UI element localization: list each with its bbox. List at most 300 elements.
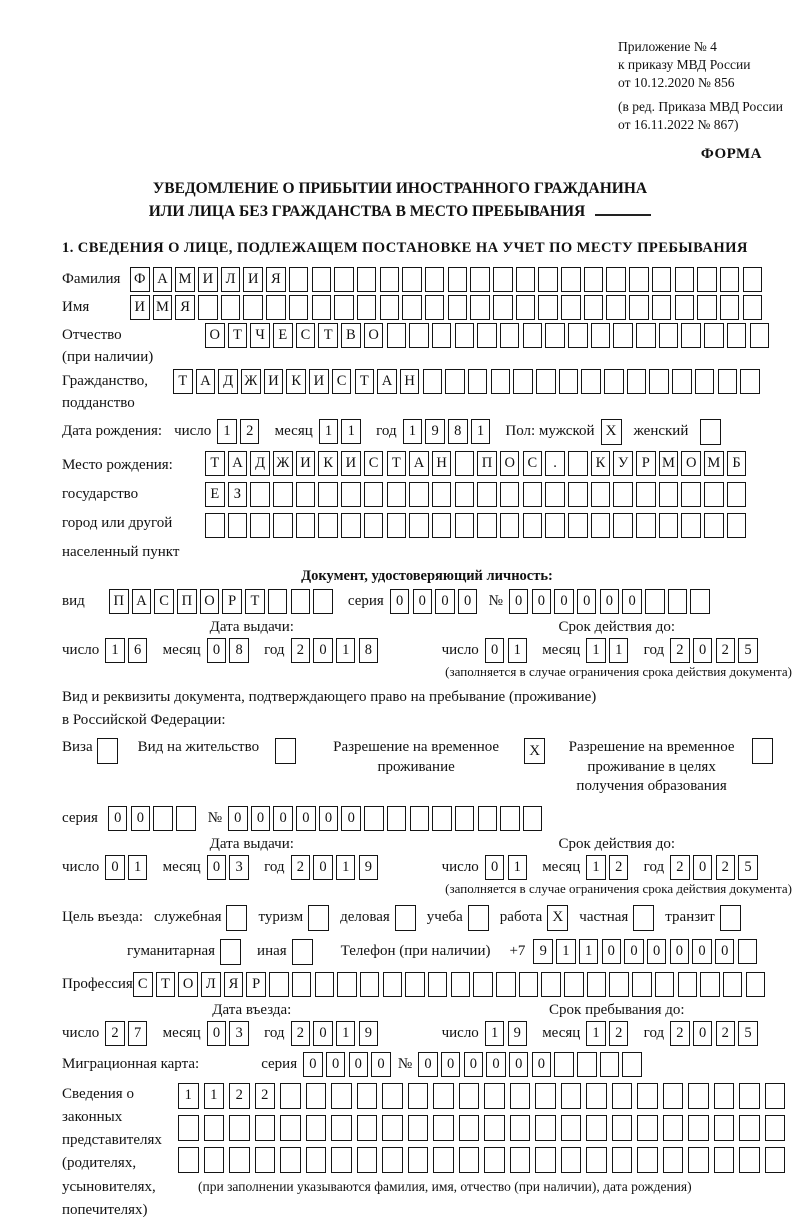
char-box[interactable]: М: [175, 267, 195, 292]
char-box[interactable]: [568, 451, 588, 476]
char-box[interactable]: [176, 806, 196, 831]
char-box[interactable]: 2: [670, 855, 690, 880]
char-box[interactable]: 0: [296, 806, 316, 831]
char-box[interactable]: 0: [313, 1021, 333, 1046]
char-box[interactable]: [382, 1115, 403, 1141]
char-box[interactable]: [500, 482, 520, 507]
char-box[interactable]: [178, 1115, 199, 1141]
char-box[interactable]: [382, 1083, 403, 1109]
char-box[interactable]: [561, 267, 581, 292]
char-box[interactable]: 0: [577, 589, 597, 614]
char-box[interactable]: 2: [609, 1021, 629, 1046]
char-box[interactable]: [445, 369, 465, 394]
char-box[interactable]: [280, 1147, 301, 1173]
char-box[interactable]: [720, 267, 740, 292]
char-box[interactable]: [455, 482, 475, 507]
char-box[interactable]: [357, 267, 377, 292]
char-box[interactable]: Л: [201, 972, 221, 997]
purpose-study-checkbox[interactable]: [468, 905, 489, 931]
char-box[interactable]: 1: [586, 638, 606, 663]
char-box[interactable]: [577, 1052, 597, 1077]
char-box[interactable]: [559, 369, 579, 394]
char-box[interactable]: 2: [716, 1021, 736, 1046]
char-box[interactable]: [663, 1083, 684, 1109]
char-box[interactable]: [306, 1115, 327, 1141]
char-box[interactable]: [410, 806, 430, 831]
char-box[interactable]: 0: [532, 1052, 552, 1077]
char-box[interactable]: [432, 323, 452, 348]
char-box[interactable]: 3: [229, 1021, 249, 1046]
char-box[interactable]: [364, 806, 384, 831]
char-box[interactable]: [229, 1147, 250, 1173]
char-box[interactable]: [586, 1147, 607, 1173]
char-box[interactable]: [622, 1052, 642, 1077]
char-box[interactable]: [228, 513, 248, 538]
char-box[interactable]: [613, 482, 633, 507]
char-box[interactable]: 1: [586, 1021, 606, 1046]
char-box[interactable]: [586, 1083, 607, 1109]
char-box[interactable]: [459, 1147, 480, 1173]
char-box[interactable]: [675, 267, 695, 292]
char-box[interactable]: [510, 1147, 531, 1173]
char-box[interactable]: [408, 1083, 429, 1109]
char-box[interactable]: [387, 806, 407, 831]
char-box[interactable]: 2: [670, 638, 690, 663]
char-box[interactable]: 0: [207, 855, 227, 880]
char-box[interactable]: 2: [609, 855, 629, 880]
char-box[interactable]: Т: [355, 369, 375, 394]
char-box[interactable]: 0: [600, 589, 620, 614]
char-box[interactable]: [632, 972, 652, 997]
char-box[interactable]: [765, 1147, 786, 1173]
char-box[interactable]: [432, 806, 452, 831]
char-box[interactable]: 0: [413, 589, 433, 614]
char-box[interactable]: [500, 513, 520, 538]
char-box[interactable]: 0: [670, 939, 690, 964]
char-box[interactable]: 2: [291, 638, 311, 663]
char-box[interactable]: 0: [251, 806, 271, 831]
char-box[interactable]: 1: [336, 1021, 356, 1046]
purpose-other-checkbox[interactable]: [292, 939, 313, 965]
char-box[interactable]: [387, 482, 407, 507]
char-box[interactable]: 9: [359, 855, 379, 880]
char-box[interactable]: [672, 369, 692, 394]
char-box[interactable]: 0: [435, 589, 455, 614]
char-box[interactable]: [229, 1115, 250, 1141]
char-box[interactable]: [383, 972, 403, 997]
char-box[interactable]: [604, 369, 624, 394]
char-box[interactable]: [484, 1147, 505, 1173]
char-box[interactable]: 9: [425, 419, 445, 444]
char-box[interactable]: 1: [336, 638, 356, 663]
char-box[interactable]: [536, 369, 556, 394]
char-box[interactable]: [289, 267, 309, 292]
char-box[interactable]: [659, 513, 679, 538]
char-box[interactable]: 6: [128, 638, 148, 663]
char-box[interactable]: 2: [716, 638, 736, 663]
char-box[interactable]: [659, 482, 679, 507]
char-box[interactable]: И: [198, 267, 218, 292]
char-box[interactable]: Б: [727, 451, 747, 476]
char-box[interactable]: Я: [266, 267, 286, 292]
char-box[interactable]: Т: [173, 369, 193, 394]
char-box[interactable]: 0: [554, 589, 574, 614]
char-box[interactable]: [312, 295, 332, 320]
char-box[interactable]: [331, 1115, 352, 1141]
char-box[interactable]: [516, 267, 536, 292]
option-residence-permit-checkbox[interactable]: [275, 738, 296, 764]
char-box[interactable]: [541, 972, 561, 997]
char-box[interactable]: [402, 267, 422, 292]
char-box[interactable]: [688, 1083, 709, 1109]
char-box[interactable]: [765, 1083, 786, 1109]
char-box[interactable]: [484, 1083, 505, 1109]
char-box[interactable]: Ж: [273, 451, 293, 476]
char-box[interactable]: 2: [291, 1021, 311, 1046]
char-box[interactable]: [606, 295, 626, 320]
char-box[interactable]: [746, 972, 766, 997]
char-box[interactable]: [337, 972, 357, 997]
char-box[interactable]: [629, 267, 649, 292]
char-box[interactable]: [250, 513, 270, 538]
char-box[interactable]: А: [409, 451, 429, 476]
char-box[interactable]: [723, 972, 743, 997]
char-box[interactable]: 7: [128, 1021, 148, 1046]
char-box[interactable]: А: [377, 369, 397, 394]
char-box[interactable]: О: [364, 323, 384, 348]
char-box[interactable]: [382, 1147, 403, 1173]
char-box[interactable]: [357, 1147, 378, 1173]
char-box[interactable]: [637, 1147, 658, 1173]
char-box[interactable]: [364, 482, 384, 507]
char-box[interactable]: 1: [341, 419, 361, 444]
char-box[interactable]: 1: [319, 419, 339, 444]
char-box[interactable]: 0: [485, 855, 505, 880]
char-box[interactable]: 0: [602, 939, 622, 964]
char-box[interactable]: 1: [403, 419, 423, 444]
char-box[interactable]: 0: [131, 806, 151, 831]
char-box[interactable]: 0: [349, 1052, 369, 1077]
char-box[interactable]: [613, 513, 633, 538]
char-box[interactable]: [561, 1083, 582, 1109]
char-box[interactable]: [291, 589, 311, 614]
char-box[interactable]: 0: [441, 1052, 461, 1077]
char-box[interactable]: [738, 939, 758, 964]
char-box[interactable]: [296, 482, 316, 507]
char-box[interactable]: [697, 267, 717, 292]
char-box[interactable]: [315, 972, 335, 997]
char-box[interactable]: [153, 806, 173, 831]
char-box[interactable]: [704, 323, 724, 348]
char-box[interactable]: 1: [579, 939, 599, 964]
char-box[interactable]: 0: [486, 1052, 506, 1077]
char-box[interactable]: С: [332, 369, 352, 394]
char-box[interactable]: [292, 972, 312, 997]
char-box[interactable]: [695, 369, 715, 394]
char-box[interactable]: [668, 589, 688, 614]
char-box[interactable]: [535, 1147, 556, 1173]
char-box[interactable]: [535, 1115, 556, 1141]
char-box[interactable]: 1: [178, 1083, 199, 1109]
char-box[interactable]: [675, 295, 695, 320]
char-box[interactable]: 0: [693, 638, 713, 663]
char-box[interactable]: 2: [716, 855, 736, 880]
char-box[interactable]: 1: [556, 939, 576, 964]
char-box[interactable]: Я: [175, 295, 195, 320]
char-box[interactable]: 2: [255, 1083, 276, 1109]
char-box[interactable]: [250, 482, 270, 507]
char-box[interactable]: [637, 1115, 658, 1141]
char-box[interactable]: 8: [448, 419, 468, 444]
char-box[interactable]: [561, 295, 581, 320]
char-box[interactable]: О: [178, 972, 198, 997]
char-box[interactable]: 2: [105, 1021, 125, 1046]
char-box[interactable]: [535, 1083, 556, 1109]
char-box[interactable]: [700, 972, 720, 997]
char-box[interactable]: [470, 267, 490, 292]
char-box[interactable]: [690, 589, 710, 614]
char-box[interactable]: [425, 267, 445, 292]
char-box[interactable]: К: [591, 451, 611, 476]
char-box[interactable]: И: [264, 369, 284, 394]
char-box[interactable]: [221, 295, 241, 320]
char-box[interactable]: [357, 1115, 378, 1141]
char-box[interactable]: [600, 1052, 620, 1077]
char-box[interactable]: 0: [715, 939, 735, 964]
char-box[interactable]: [681, 482, 701, 507]
char-box[interactable]: [629, 295, 649, 320]
char-box[interactable]: [523, 806, 543, 831]
char-box[interactable]: С: [523, 451, 543, 476]
char-box[interactable]: [568, 482, 588, 507]
char-box[interactable]: [273, 482, 293, 507]
char-box[interactable]: 1: [471, 419, 491, 444]
char-box[interactable]: 5: [738, 1021, 758, 1046]
char-box[interactable]: [659, 323, 679, 348]
char-box[interactable]: [432, 482, 452, 507]
char-box[interactable]: [637, 1083, 658, 1109]
char-box[interactable]: [561, 1115, 582, 1141]
char-box[interactable]: [364, 513, 384, 538]
char-box[interactable]: [408, 1115, 429, 1141]
char-box[interactable]: [432, 513, 452, 538]
char-box[interactable]: И: [296, 451, 316, 476]
char-box[interactable]: Ч: [250, 323, 270, 348]
char-box[interactable]: [306, 1147, 327, 1173]
char-box[interactable]: Т: [156, 972, 176, 997]
char-box[interactable]: 0: [273, 806, 293, 831]
char-box[interactable]: С: [364, 451, 384, 476]
char-box[interactable]: [198, 295, 218, 320]
char-box[interactable]: Т: [318, 323, 338, 348]
char-box[interactable]: А: [132, 589, 152, 614]
char-box[interactable]: [318, 482, 338, 507]
char-box[interactable]: [727, 482, 747, 507]
char-box[interactable]: [714, 1115, 735, 1141]
char-box[interactable]: [649, 369, 669, 394]
char-box[interactable]: 0: [692, 939, 712, 964]
char-box[interactable]: [409, 323, 429, 348]
char-box[interactable]: [280, 1115, 301, 1141]
char-box[interactable]: [409, 513, 429, 538]
char-box[interactable]: [697, 295, 717, 320]
char-box[interactable]: Н: [400, 369, 420, 394]
char-box[interactable]: [704, 482, 724, 507]
char-box[interactable]: 1: [204, 1083, 225, 1109]
char-box[interactable]: [727, 323, 747, 348]
char-box[interactable]: [255, 1147, 276, 1173]
char-box[interactable]: [455, 806, 475, 831]
char-box[interactable]: [636, 482, 656, 507]
char-box[interactable]: 0: [624, 939, 644, 964]
char-box[interactable]: [459, 1083, 480, 1109]
char-box[interactable]: [205, 513, 225, 538]
char-box[interactable]: [568, 513, 588, 538]
char-box[interactable]: [681, 323, 701, 348]
char-box[interactable]: [652, 295, 672, 320]
char-box[interactable]: [313, 589, 333, 614]
char-box[interactable]: Я: [224, 972, 244, 997]
char-box[interactable]: 0: [303, 1052, 323, 1077]
char-box[interactable]: [513, 369, 533, 394]
char-box[interactable]: [455, 323, 475, 348]
char-box[interactable]: 3: [229, 855, 249, 880]
char-box[interactable]: [545, 482, 565, 507]
option-temp-residence-checkbox[interactable]: X: [524, 738, 545, 764]
char-box[interactable]: [204, 1115, 225, 1141]
char-box[interactable]: [584, 295, 604, 320]
char-box[interactable]: 0: [509, 589, 529, 614]
char-box[interactable]: [554, 1052, 574, 1077]
char-box[interactable]: 0: [485, 638, 505, 663]
char-box[interactable]: [613, 323, 633, 348]
char-box[interactable]: [409, 482, 429, 507]
char-box[interactable]: [408, 1147, 429, 1173]
char-box[interactable]: [609, 972, 629, 997]
char-box[interactable]: [568, 323, 588, 348]
char-box[interactable]: 1: [336, 855, 356, 880]
char-box[interactable]: [510, 1115, 531, 1141]
char-box[interactable]: И: [309, 369, 329, 394]
char-box[interactable]: 0: [693, 855, 713, 880]
char-box[interactable]: Л: [221, 267, 241, 292]
char-box[interactable]: 0: [418, 1052, 438, 1077]
char-box[interactable]: [510, 1083, 531, 1109]
char-box[interactable]: Р: [222, 589, 242, 614]
char-box[interactable]: [606, 267, 626, 292]
char-box[interactable]: 0: [313, 638, 333, 663]
char-box[interactable]: 1: [586, 855, 606, 880]
char-box[interactable]: [459, 1115, 480, 1141]
char-box[interactable]: 0: [622, 589, 642, 614]
char-box[interactable]: [655, 972, 675, 997]
char-box[interactable]: У: [613, 451, 633, 476]
char-box[interactable]: [331, 1083, 352, 1109]
char-box[interactable]: [740, 369, 760, 394]
char-box[interactable]: [306, 1083, 327, 1109]
char-box[interactable]: 0: [532, 589, 552, 614]
char-box[interactable]: Н: [432, 451, 452, 476]
char-box[interactable]: О: [200, 589, 220, 614]
char-box[interactable]: М: [153, 295, 173, 320]
char-box[interactable]: [523, 482, 543, 507]
char-box[interactable]: [269, 972, 289, 997]
char-box[interactable]: .: [545, 451, 565, 476]
char-box[interactable]: 5: [738, 855, 758, 880]
char-box[interactable]: 2: [229, 1083, 250, 1109]
char-box[interactable]: 0: [319, 806, 339, 831]
char-box[interactable]: [636, 323, 656, 348]
char-box[interactable]: [268, 589, 288, 614]
option-visa-checkbox[interactable]: [97, 738, 118, 764]
char-box[interactable]: [357, 295, 377, 320]
char-box[interactable]: 0: [458, 589, 478, 614]
char-box[interactable]: [587, 972, 607, 997]
char-box[interactable]: Ф: [130, 267, 150, 292]
char-box[interactable]: [591, 482, 611, 507]
char-box[interactable]: [484, 1115, 505, 1141]
char-box[interactable]: [612, 1115, 633, 1141]
char-box[interactable]: [739, 1115, 760, 1141]
char-box[interactable]: [493, 267, 513, 292]
char-box[interactable]: [387, 323, 407, 348]
char-box[interactable]: [627, 369, 647, 394]
char-box[interactable]: [455, 451, 475, 476]
char-box[interactable]: К: [286, 369, 306, 394]
char-box[interactable]: [433, 1115, 454, 1141]
char-box[interactable]: [652, 267, 672, 292]
char-box[interactable]: [473, 972, 493, 997]
char-box[interactable]: [704, 513, 724, 538]
char-box[interactable]: [477, 323, 497, 348]
char-box[interactable]: [433, 1083, 454, 1109]
char-box[interactable]: 0: [341, 806, 361, 831]
char-box[interactable]: [538, 295, 558, 320]
char-box[interactable]: И: [243, 267, 263, 292]
char-box[interactable]: П: [177, 589, 197, 614]
purpose-humanitarian-checkbox[interactable]: [220, 939, 241, 965]
char-box[interactable]: [714, 1083, 735, 1109]
char-box[interactable]: [470, 295, 490, 320]
char-box[interactable]: О: [681, 451, 701, 476]
option-temp-residence-education-checkbox[interactable]: [752, 738, 773, 764]
char-box[interactable]: [586, 1115, 607, 1141]
char-box[interactable]: [765, 1115, 786, 1141]
char-box[interactable]: [681, 513, 701, 538]
char-box[interactable]: [743, 295, 763, 320]
char-box[interactable]: [591, 323, 611, 348]
char-box[interactable]: [334, 267, 354, 292]
char-box[interactable]: [688, 1147, 709, 1173]
char-box[interactable]: [500, 323, 520, 348]
char-box[interactable]: [743, 267, 763, 292]
char-box[interactable]: [500, 806, 520, 831]
char-box[interactable]: 8: [359, 638, 379, 663]
char-box[interactable]: [581, 369, 601, 394]
char-box[interactable]: 2: [291, 855, 311, 880]
char-box[interactable]: 2: [240, 419, 260, 444]
char-box[interactable]: [612, 1147, 633, 1173]
char-box[interactable]: Е: [205, 482, 225, 507]
char-box[interactable]: [341, 513, 361, 538]
char-box[interactable]: 1: [508, 638, 528, 663]
char-box[interactable]: П: [477, 451, 497, 476]
char-box[interactable]: О: [500, 451, 520, 476]
char-box[interactable]: П: [109, 589, 129, 614]
char-box[interactable]: [714, 1147, 735, 1173]
char-box[interactable]: Д: [218, 369, 238, 394]
char-box[interactable]: [428, 972, 448, 997]
